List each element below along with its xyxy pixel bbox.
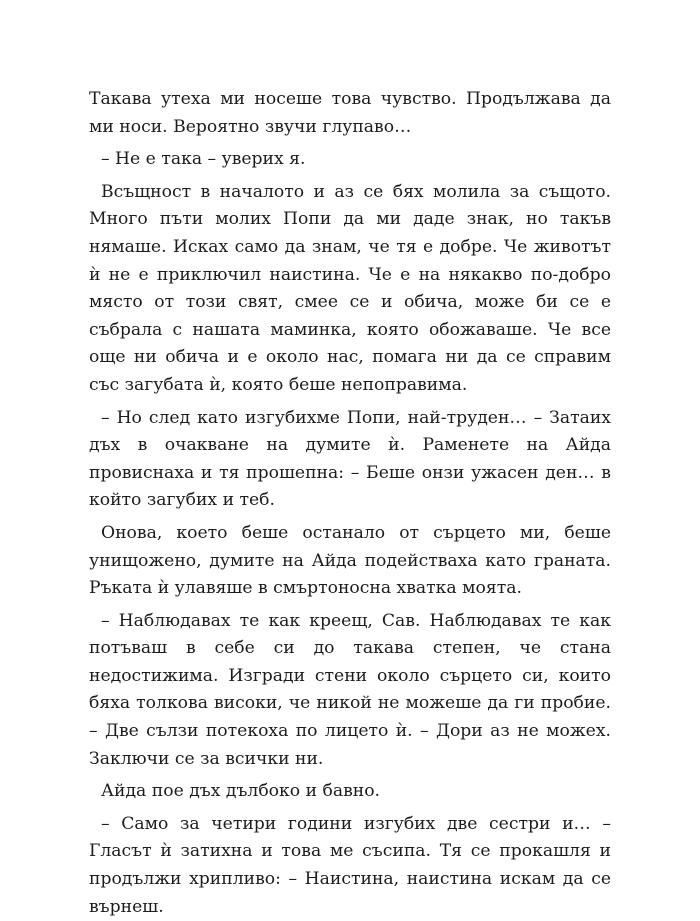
paragraph-5: Онова, което беше останало от сърцето ми, беше унищожено, думите на Айда подействаха като граната. Ръката ѝ улавяше в смъртоносна хватка моята.	[89, 522, 611, 599]
paragraph-8: – Само за четири години изгубих две сестри и… – Гласът ѝ затихна и това ме съсипа. Тя се прокашля и продължи хрипливо: – Наистина, наистина искам да се върнеш.	[89, 813, 611, 917]
paragraph-2: – Не е така – уверих я.	[101, 149, 306, 170]
book-page	[89, 86, 611, 921]
paragraph-3: Всъщност в началото и аз се бях молила за същото. Много пъти молих Попи да ми даде знак, но такъв нямаше. Исках само да знам, че тя е добре. Че животът ѝ не е приключил наистина. Че е на някакво по-добро място от този свят, смее се и обича, може би се е събрала с нашата маминка, която обожаваше. Че все още ни обича и е около нас, помага ни да се справим със загубата ѝ, която беше непоправима.	[89, 181, 611, 395]
paragraph-1: Такава утеха ми носеше това чувство. Продължава да ми носи. Вероятно звучи глупаво…	[89, 89, 611, 137]
paragraph-4: – Но след като изгубихме Попи, най-труден… – Затаих дъх в очакване на думите ѝ. Раменете на Айда провиснаха и тя прошепна: – Беше онзи ужасен ден… в който загубих и теб.	[89, 407, 611, 511]
paragraph-6: – Наблюдавах те как креещ, Сав. Наблюдавах те как потъваш в себе си до такава степен, че стана недостижима. Изгради стени около сърцето си, които бяха толкова високи, че никой не можеше да ги пробие. – Две сълзи потекоха по лицето ѝ. – Дори аз не можех. Заключи се за всички ни.	[89, 610, 611, 769]
paragraph-7: Айда пое дъх дълбоко и бавно.	[101, 781, 381, 802]
